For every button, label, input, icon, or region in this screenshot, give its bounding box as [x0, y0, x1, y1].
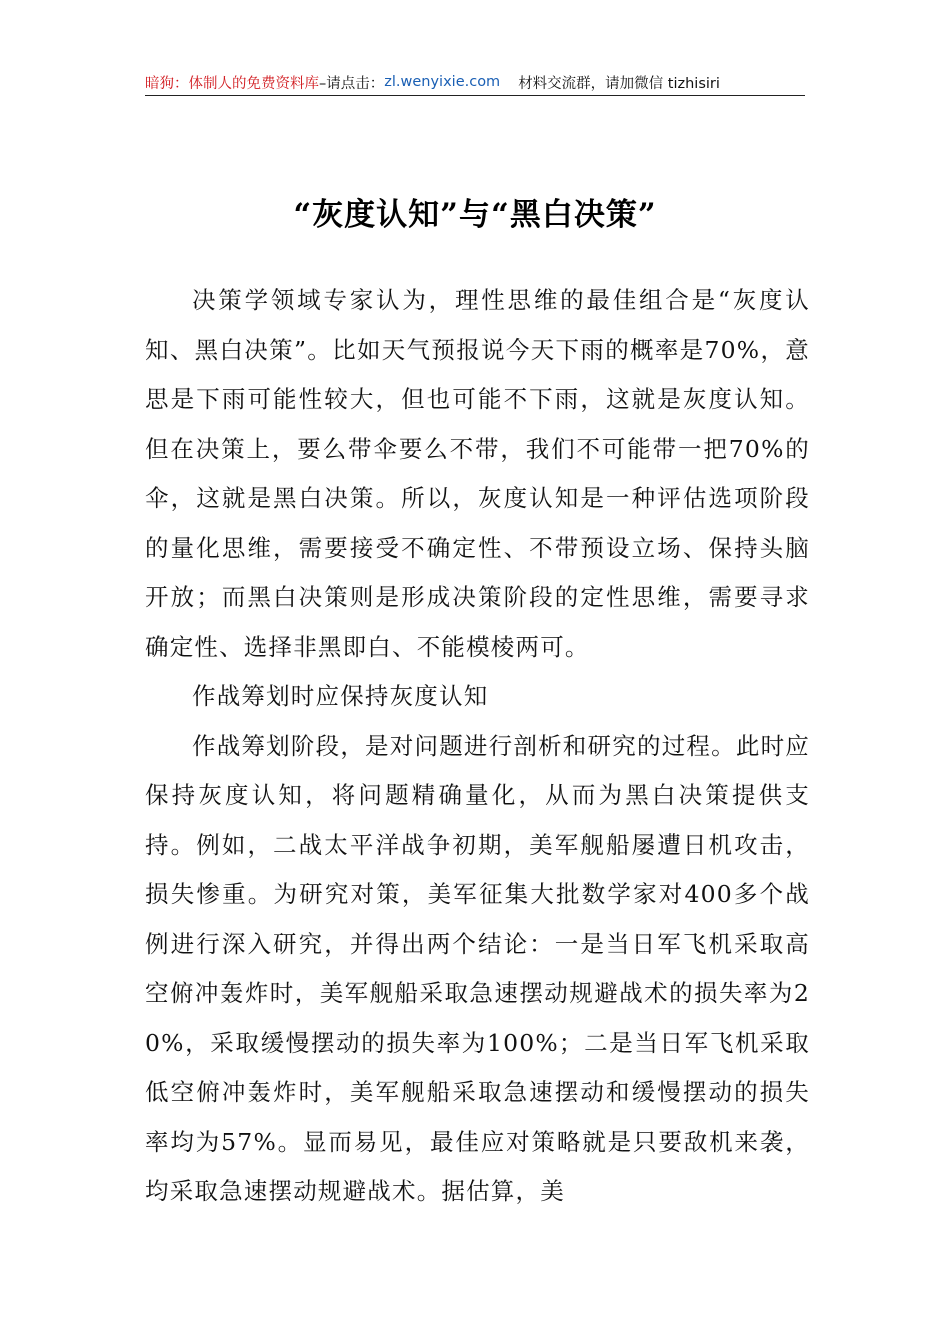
header-brand[interactable]: 暗狗：体制人的免费资料库 [145, 75, 319, 92]
document-title: “灰度认知”与“黑白决策” [293, 196, 657, 233]
header-link[interactable]: zl.wenyixie.com [384, 74, 501, 90]
paragraph-planning: 作战筹划阶段，是对问题进行剖析和研究的过程。此时应保持灰度认知，将问题精确量化，从而为黑白决策提供支持。例如，二战太平洋战争初期，美军舰船屡遭日机攻击，损失惨重。为研究对策，美军征集大批数学家对400多个战例进行深入研究，并得出两个结论：一是当日军飞机采取高空俯冲轰炸时，美军舰船采取急速摆动规避战术的损失率为20%，采取缓慢摆动的损失率为100%；二是当日军飞机采取低空俯冲轰炸时，美军舰船采取急速摆动和缓慢摆动的损失率均为57%。显而易见，最佳应对策略就是只要敌机来袭，均采取急速摆动规避战术。据估算，美 [145, 731, 810, 1205]
header-divider [145, 95, 805, 96]
header-click-prompt: –请点击： [319, 75, 385, 92]
header-contact: 材料交流群，请加微信 tizhisiri [518, 75, 720, 92]
page-header [145, 70, 805, 94]
section-heading: 作战筹划时应保持灰度认知 [192, 682, 489, 710]
document-body [145, 276, 810, 1217]
paragraph-intro: 决策学领域专家认为，理性思维的最佳组合是“灰度认知、黑白决策”。比如天气预报说今天下雨的概率是70%，意思是下雨可能性较大，但也可能不下雨，这就是灰度认知。但在决策上，要么带伞要么不带，我们不可能带一把70%的伞，这就是黑白决策。所以，灰度认知是一种评估选项阶段的量化思维，需要接受不确定性、不带预设立场、保持头脑开放；而黑白决策则是形成决策阶段的定性思维，需要寻求确定性、选择非黑即白、不能模棱两可。 [145, 286, 810, 661]
